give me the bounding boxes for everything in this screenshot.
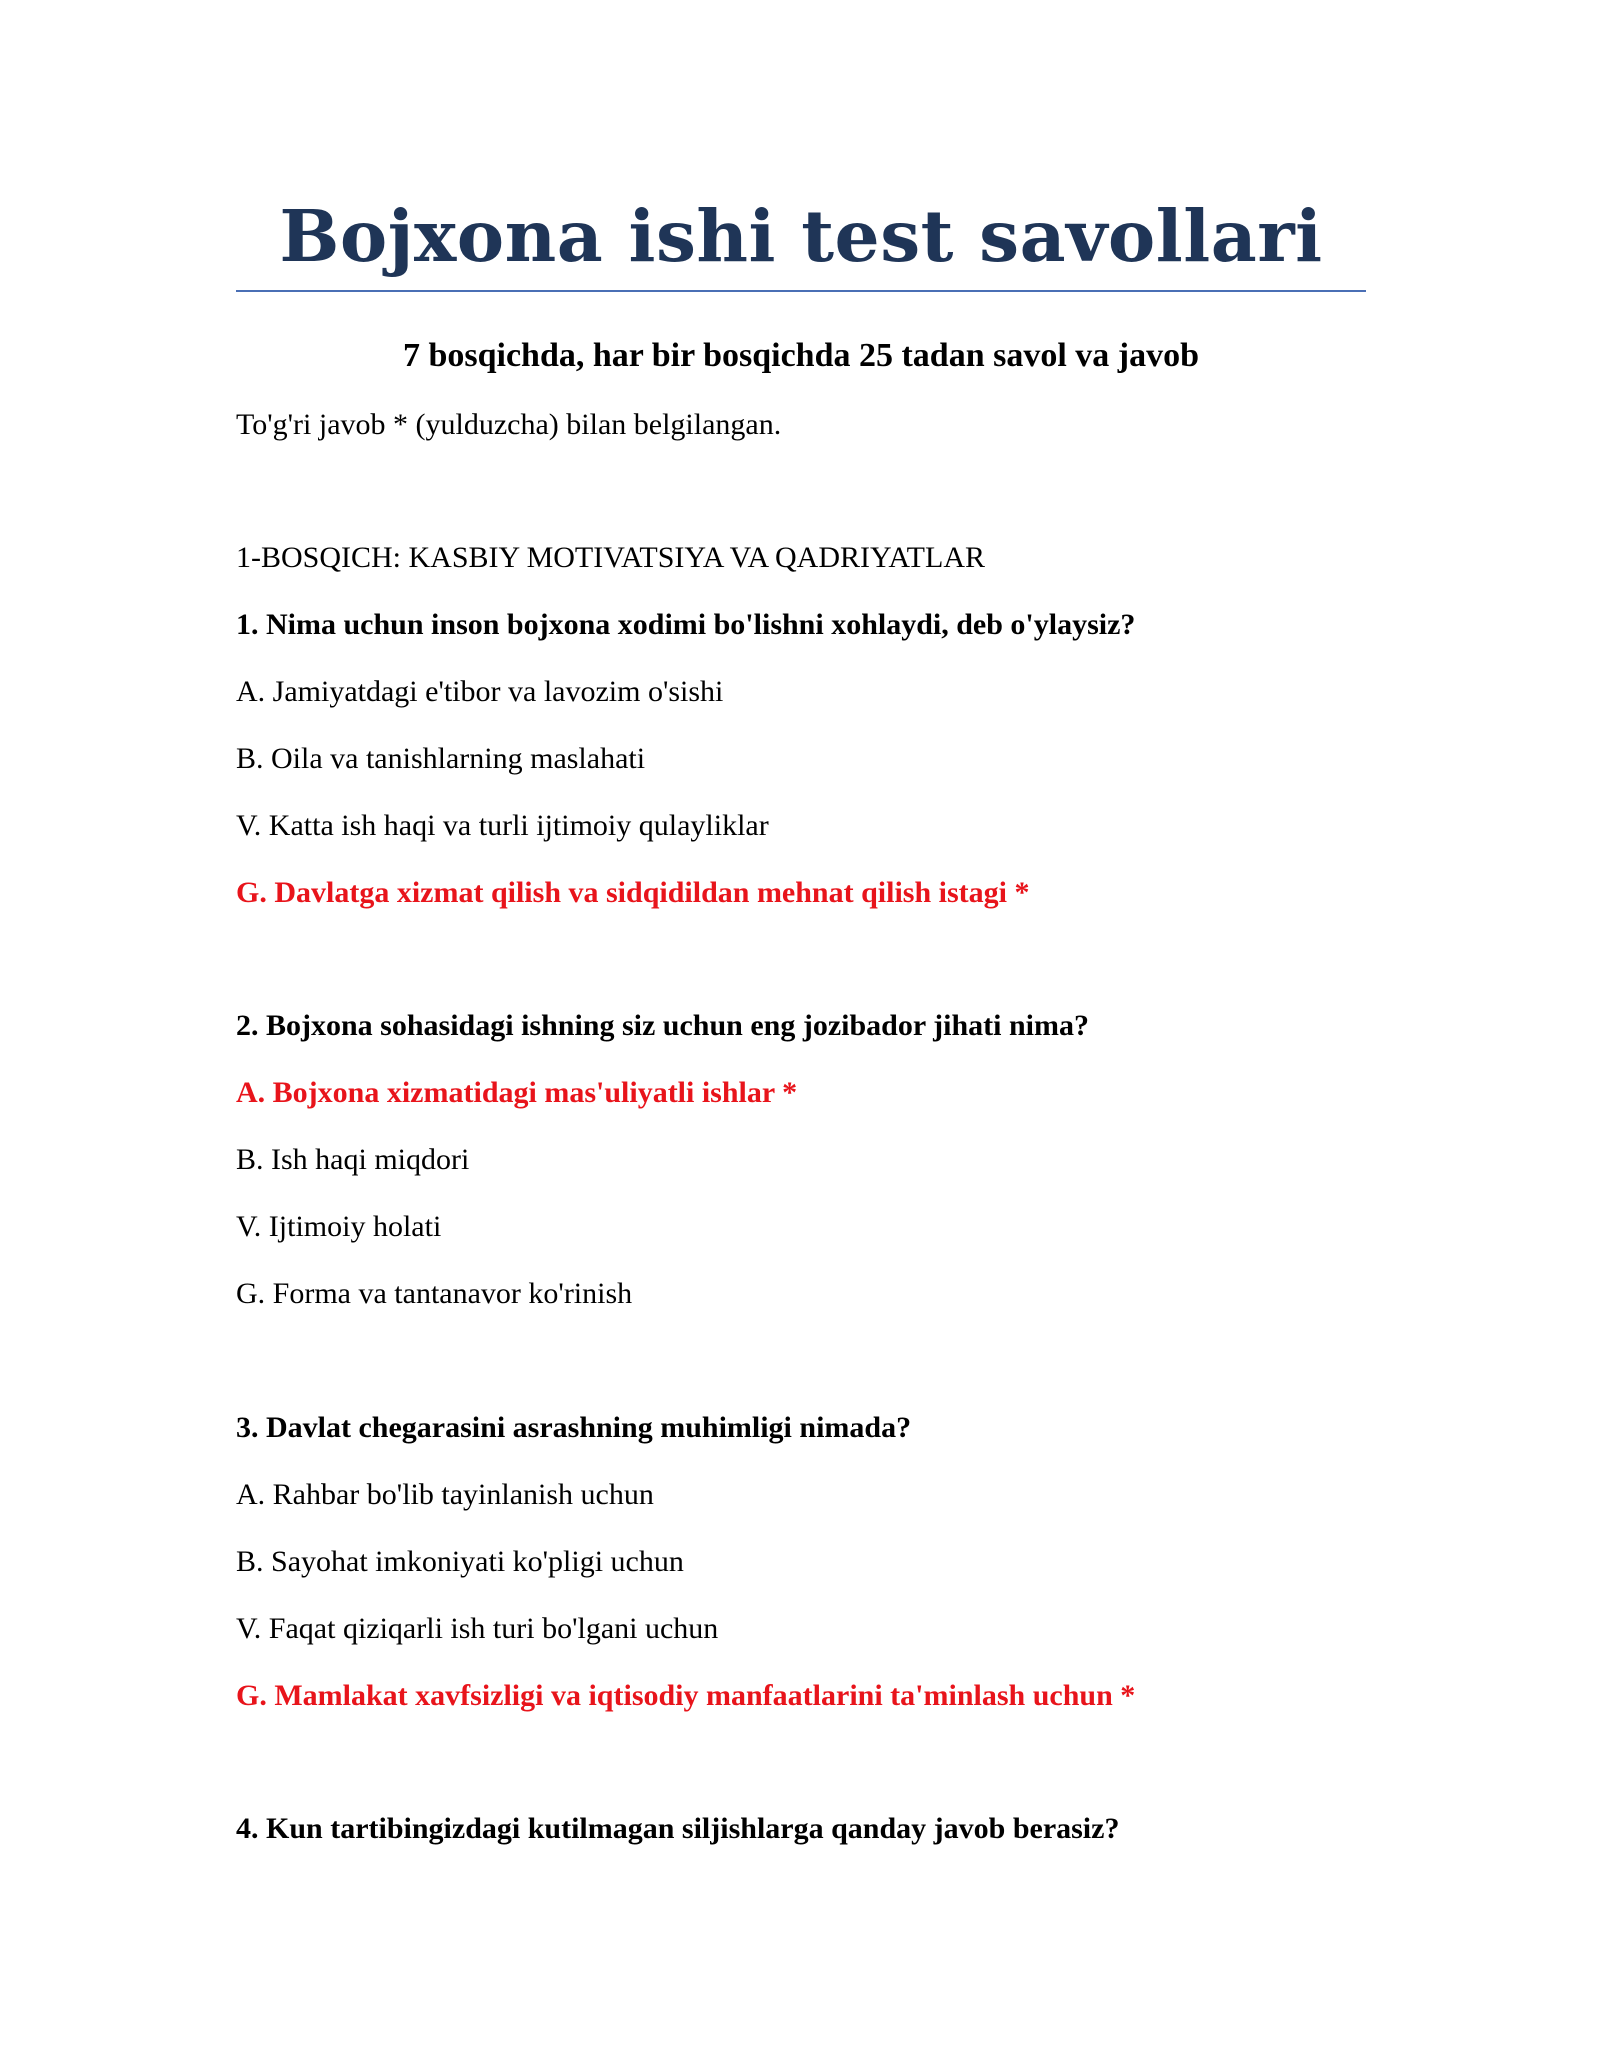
question-2-option-b: B. Ish haqi miqdori bbox=[236, 1143, 470, 1176]
question-3-option-v: V. Faqat qiziqarli ish turi bo'lgani uchun bbox=[236, 1612, 719, 1645]
page-subtitle: 7 bosqichda, har bir bosqichda 25 tadan savol va javob bbox=[402, 337, 1200, 374]
title-underline bbox=[236, 290, 1366, 292]
question-4: 4. Kun tartibingizdagi kutilmagan siljishlarga qanday javob berasiz? bbox=[236, 1812, 1120, 1845]
answer-key-note: To'g'ri javob * (yulduzcha) bilan belgilangan. bbox=[236, 408, 782, 441]
section-heading: 1-BOSQICH: KASBIY MOTIVATSIYA VA QADRIYATLAR bbox=[236, 541, 985, 574]
question-1-option-v: V. Katta ish haqi va turli ijtimoiy qulayliklar bbox=[236, 809, 769, 842]
question-2-option-g: G. Forma va tantanavor ko'rinish bbox=[236, 1277, 633, 1310]
question-3-correct-option-g: G. Mamlakat xavfsizligi va iqtisodiy manfaatlarini ta'minlash uchun * bbox=[236, 1679, 1136, 1712]
question-3-option-b: B. Sayohat imkoniyati ko'pligi uchun bbox=[236, 1545, 684, 1578]
question-2-correct-option-a: A. Bojxona xizmatidagi mas'uliyatli ishlar * bbox=[236, 1076, 798, 1109]
question-2-option-v: V. Ijtimoiy holati bbox=[236, 1210, 442, 1243]
question-1-option-b: B. Oila va tanishlarning maslahati bbox=[236, 742, 646, 775]
question-3-option-a: A. Rahbar bo'lib tayinlanish uchun bbox=[236, 1478, 654, 1511]
question-1-option-a: A. Jamiyatdagi e'tibor va lavozim o'sishi bbox=[236, 675, 724, 708]
question-3: 3. Davlat chegarasini asrashning muhimligi nimada? bbox=[236, 1411, 912, 1444]
question-1: 1. Nima uchun inson bojxona xodimi bo'lishni xohlaydi, deb o'ylaysiz? bbox=[236, 608, 1136, 641]
question-1-correct-option-g: G. Davlatga xizmat qilish va sidqidildan mehnat qilish istagi * bbox=[236, 876, 1030, 909]
question-2: 2. Bojxona sohasidagi ishning siz uchun eng jozibador jihati nima? bbox=[236, 1009, 1089, 1042]
page-title: Bojxona ishi test savollari bbox=[279, 194, 1323, 278]
